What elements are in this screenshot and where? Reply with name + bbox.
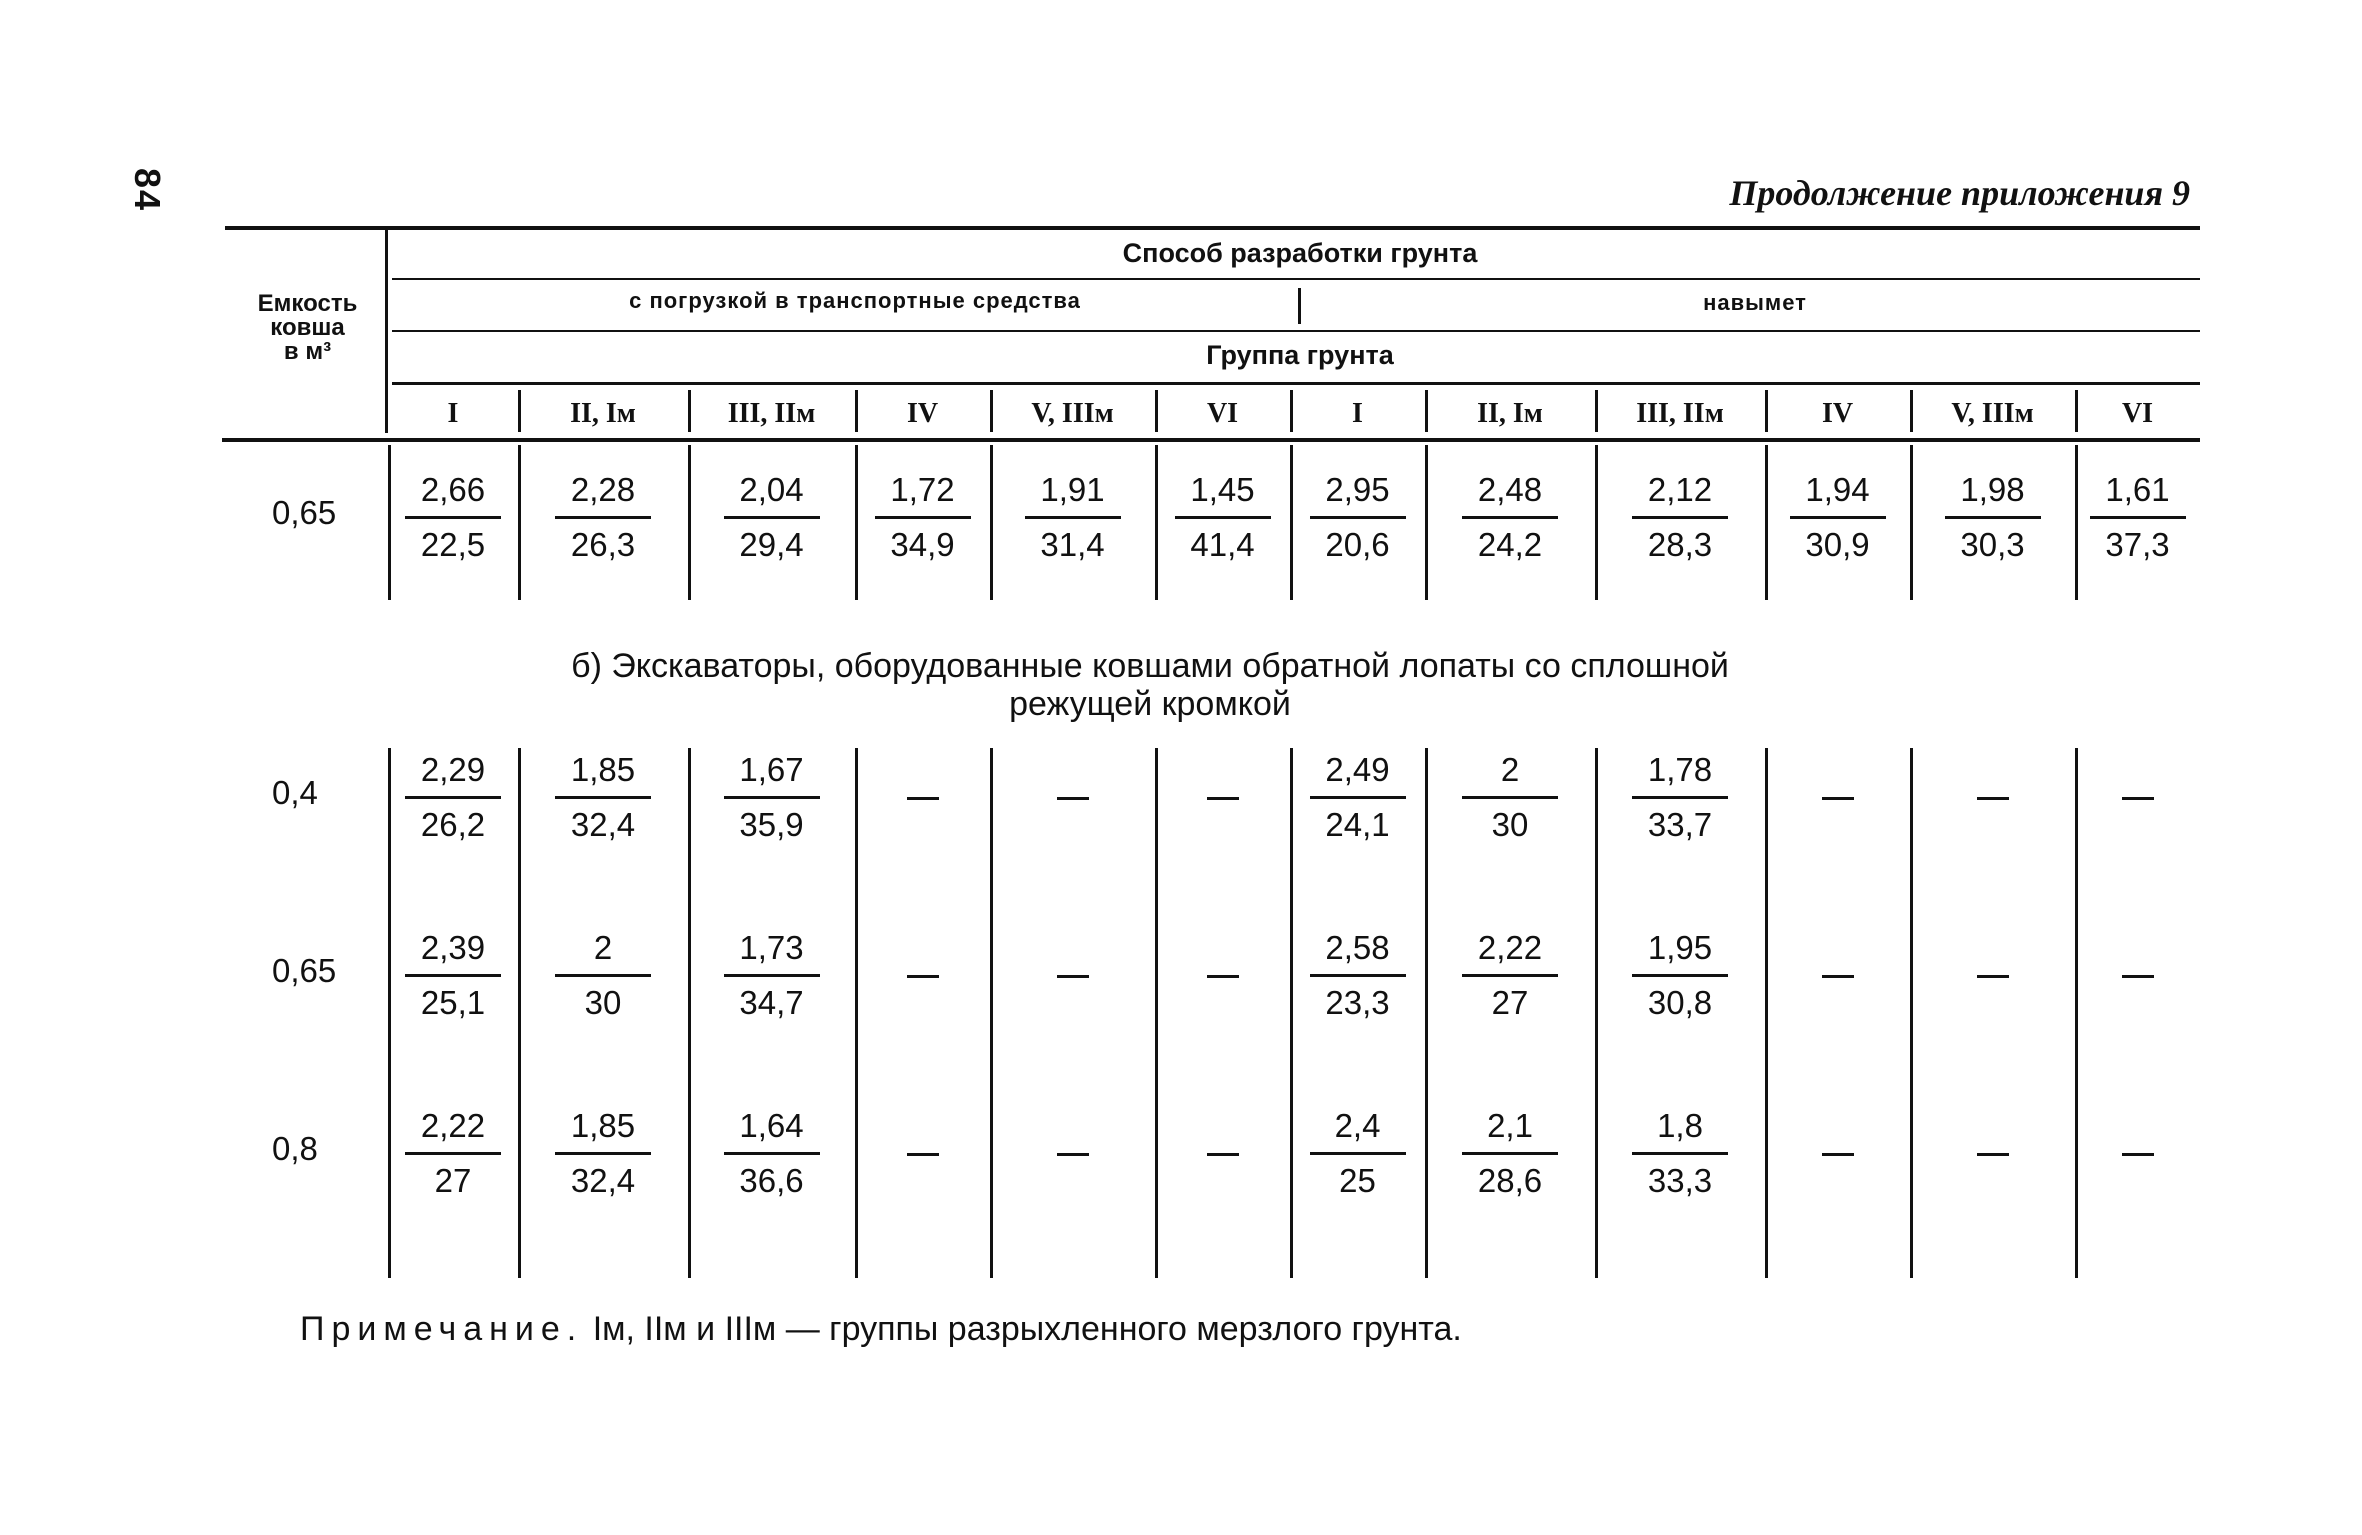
fraction-numerator: 1,72	[890, 471, 955, 508]
fraction-bar	[1632, 796, 1728, 799]
fraction-bar	[1175, 516, 1271, 519]
empty-value-dash	[907, 975, 939, 978]
fraction-denominator: 27	[1491, 984, 1529, 1021]
fraction-bar	[724, 516, 820, 519]
capacity-value: 0,65	[272, 494, 337, 531]
value-fraction	[2068, 472, 2208, 563]
fraction-denominator: 23,3	[1325, 984, 1390, 1021]
value-fraction	[1610, 752, 1750, 843]
value-fraction	[1288, 472, 1428, 563]
empty-value-dash	[1822, 975, 1854, 978]
method-load-header: с погрузкой в транспортные средства	[629, 288, 1081, 313]
fraction-numerator: 2,66	[420, 471, 486, 508]
column-divider	[1155, 748, 1158, 1278]
fraction-numerator: 2	[593, 929, 613, 966]
fraction-bar	[555, 974, 651, 977]
empty-value-dash	[1977, 975, 2009, 978]
fraction-denominator: 33,3	[1647, 1162, 1713, 1199]
fraction-numerator: 1,98	[1960, 471, 2025, 508]
fraction-denominator: 41,4	[1190, 526, 1255, 563]
group-title-rule	[392, 330, 2200, 332]
fraction-denominator: 34,7	[739, 984, 804, 1021]
value-fraction	[533, 752, 673, 843]
fraction-bar	[1632, 516, 1728, 519]
fraction-numerator: 1,67	[739, 751, 804, 788]
fraction-denominator: 32,4	[570, 806, 636, 843]
method-split-vline	[1298, 288, 1301, 324]
empty-value-dash	[1057, 975, 1089, 978]
value-fraction	[1923, 472, 2063, 563]
fraction-numerator: 2	[1500, 751, 1520, 788]
fraction-denominator: 25	[1339, 1162, 1376, 1199]
value-fraction	[1610, 472, 1750, 563]
value-fraction	[702, 1108, 842, 1199]
fraction-bar	[724, 796, 820, 799]
value-fraction	[1440, 1108, 1580, 1199]
empty-value-dash	[1822, 1153, 1854, 1156]
fraction-denominator: 34,9	[890, 526, 955, 563]
column-divider	[688, 445, 691, 600]
fraction-numerator: 2,04	[739, 471, 804, 508]
fraction-numerator: 2,28	[570, 471, 636, 508]
fraction-denominator: 29,4	[739, 526, 804, 563]
empty-value-dash	[1822, 797, 1854, 800]
fraction-bar	[405, 1152, 501, 1155]
fraction-numerator: 2,29	[420, 751, 486, 788]
value-fraction	[1288, 930, 1428, 1021]
column-divider	[1910, 445, 1913, 600]
capacity-value: 0,65	[272, 952, 337, 989]
empty-value-dash	[2122, 975, 2154, 978]
value-fraction	[1288, 1108, 1428, 1199]
value-fraction	[1610, 930, 1750, 1021]
fraction-denominator: 30,9	[1805, 526, 1870, 563]
fraction-denominator: 30	[584, 984, 622, 1021]
value-fraction	[383, 930, 523, 1021]
fraction-denominator: 33,7	[1647, 806, 1713, 843]
continuation-title: Продолжение приложения 9	[1729, 173, 2190, 213]
column-divider	[2075, 748, 2078, 1278]
fraction-bar	[1945, 516, 2041, 519]
fraction-numerator: 2,48	[1477, 471, 1543, 508]
column-divider	[1425, 390, 1428, 432]
value-fraction	[702, 930, 842, 1021]
fraction-numerator: 2,58	[1325, 929, 1390, 966]
fraction-numerator: 1,94	[1805, 471, 1870, 508]
value-fraction	[702, 472, 842, 563]
value-fraction	[383, 752, 523, 843]
fraction-denominator: 24,2	[1477, 526, 1543, 563]
note-text: Iм, IIм и IIIм — группы разрыхленного мерзлого грунта.	[592, 1310, 1462, 1348]
fraction-numerator: 1,8	[1657, 1107, 1703, 1144]
fraction-bar	[875, 516, 971, 519]
fraction-bar	[2090, 516, 2186, 519]
fraction-denominator: 35,9	[739, 806, 804, 843]
fraction-bar	[1310, 796, 1406, 799]
fraction-bar	[405, 796, 501, 799]
fraction-denominator: 30,3	[1960, 526, 2025, 563]
capacity-header: Емкость ковша в м³	[257, 290, 358, 365]
note	[300, 1310, 1462, 1349]
fraction-numerator: 2,22	[420, 1107, 486, 1144]
fraction-numerator: 2,39	[420, 929, 486, 966]
column-divider	[855, 748, 858, 1278]
fraction-denominator: 30	[1491, 806, 1529, 843]
column-header: VI	[1206, 398, 1239, 429]
column-divider	[1155, 390, 1158, 432]
column-divider	[990, 748, 993, 1278]
value-fraction	[533, 472, 673, 563]
value-fraction	[383, 1108, 523, 1199]
column-divider	[518, 390, 521, 432]
column-divider	[1910, 390, 1913, 432]
fraction-denominator: 27	[434, 1162, 472, 1199]
column-header: III, IIм	[727, 398, 816, 429]
fraction-bar	[724, 1152, 820, 1155]
value-fraction	[1610, 1108, 1750, 1199]
fraction-numerator: 1,91	[1040, 471, 1105, 508]
fraction-bar	[1462, 1152, 1558, 1155]
empty-value-dash	[2122, 1153, 2154, 1156]
fraction-denominator: 32,4	[570, 1162, 636, 1199]
fraction-numerator: 2,49	[1325, 751, 1390, 788]
column-divider	[1595, 390, 1598, 432]
fraction-denominator: 31,4	[1040, 526, 1105, 563]
fraction-numerator: 1,45	[1190, 471, 1255, 508]
value-fraction	[702, 752, 842, 843]
empty-value-dash	[1977, 1153, 2009, 1156]
value-fraction	[1288, 752, 1428, 843]
value-fraction	[1440, 472, 1580, 563]
method-cast-header: навымет	[1703, 290, 1807, 315]
column-divider	[1765, 748, 1768, 1278]
value-fraction	[1440, 930, 1580, 1021]
column-divider	[1910, 748, 1913, 1278]
column-header: II, Iм	[1477, 398, 1543, 429]
fraction-numerator: 2,95	[1325, 471, 1390, 508]
header-bottom-rule	[222, 438, 2200, 442]
fraction-bar	[1462, 796, 1558, 799]
value-fraction	[1153, 472, 1293, 563]
fraction-denominator: 37,3	[2105, 526, 2170, 563]
column-header: II, Iм	[570, 398, 636, 429]
fraction-numerator: 1,95	[1647, 929, 1713, 966]
section-b-title: б) Экскаваторы, оборудованные ковшами обратной лопаты со сплошной режущей кромкой	[571, 647, 1729, 723]
column-divider	[688, 748, 691, 1278]
fraction-denominator: 28,6	[1477, 1162, 1543, 1199]
fraction-numerator: 2,4	[1334, 1107, 1381, 1144]
column-divider	[2075, 390, 2078, 432]
fraction-denominator: 26,3	[570, 526, 636, 563]
empty-value-dash	[1057, 1153, 1089, 1156]
fraction-denominator: 36,6	[739, 1162, 804, 1199]
column-header: V, IIIм	[1031, 398, 1114, 429]
column-header: I	[447, 398, 459, 429]
top-rule	[225, 226, 2200, 230]
empty-value-dash	[1057, 797, 1089, 800]
column-divider	[1595, 445, 1598, 600]
fraction-numerator: 1,61	[2105, 471, 2170, 508]
column-divider	[688, 390, 691, 432]
fraction-denominator: 28,3	[1647, 526, 1713, 563]
value-fraction	[1768, 472, 1908, 563]
fraction-numerator: 2,22	[1477, 929, 1543, 966]
method-rule	[392, 278, 2200, 280]
value-fraction	[533, 930, 673, 1021]
column-divider	[855, 390, 858, 432]
fraction-bar	[555, 1152, 651, 1155]
value-fraction	[853, 472, 993, 563]
page-number: 84	[127, 168, 168, 213]
fraction-bar	[1310, 1152, 1406, 1155]
fraction-bar	[1310, 974, 1406, 977]
fraction-denominator: 22,5	[420, 526, 486, 563]
column-header: VI	[2121, 398, 2154, 429]
fraction-bar	[405, 974, 501, 977]
value-fraction	[383, 472, 523, 563]
empty-value-dash	[1207, 1153, 1239, 1156]
fraction-numerator: 2,1	[1487, 1107, 1533, 1144]
fraction-numerator: 2,12	[1647, 471, 1713, 508]
capacity-value: 0,4	[272, 774, 318, 811]
fraction-denominator: 26,2	[420, 806, 486, 843]
fraction-denominator: 20,6	[1325, 526, 1390, 563]
fraction-bar	[1462, 974, 1558, 977]
fraction-numerator: 1,85	[570, 1107, 636, 1144]
fraction-numerator: 1,85	[570, 751, 636, 788]
fraction-denominator: 30,8	[1647, 984, 1713, 1021]
column-divider	[1595, 748, 1598, 1278]
note-label: Примечание.	[300, 1310, 584, 1348]
fraction-bar	[1310, 516, 1406, 519]
empty-value-dash	[1977, 797, 2009, 800]
method-title: Способ разработки грунта	[1122, 238, 1478, 268]
capacity-value: 0,8	[272, 1130, 318, 1167]
columns-rule	[392, 382, 2200, 385]
value-fraction	[1003, 472, 1143, 563]
empty-value-dash	[1207, 797, 1239, 800]
empty-value-dash	[907, 1153, 939, 1156]
fraction-bar	[1025, 516, 1121, 519]
column-header: V, IIIм	[1951, 398, 2034, 429]
column-divider	[1290, 390, 1293, 432]
soil-group-title: Группа грунта	[1206, 340, 1394, 370]
column-header: IV	[1821, 398, 1854, 429]
fraction-bar	[1790, 516, 1886, 519]
column-header: IV	[906, 398, 939, 429]
value-fraction	[1440, 752, 1580, 843]
empty-value-dash	[907, 797, 939, 800]
fraction-bar	[724, 974, 820, 977]
fraction-bar	[405, 516, 501, 519]
fraction-bar	[555, 796, 651, 799]
fraction-bar	[1632, 974, 1728, 977]
fraction-numerator: 1,64	[739, 1107, 804, 1144]
column-divider	[1765, 390, 1768, 432]
empty-value-dash	[2122, 797, 2154, 800]
fraction-numerator: 1,73	[739, 929, 804, 966]
fraction-denominator: 25,1	[420, 984, 486, 1021]
column-header: I	[1352, 398, 1363, 429]
value-fraction	[533, 1108, 673, 1199]
column-header: III, IIм	[1636, 398, 1724, 429]
fraction-bar	[1632, 1152, 1728, 1155]
column-divider	[990, 390, 993, 432]
fraction-denominator: 24,1	[1325, 806, 1390, 843]
fraction-bar	[555, 516, 651, 519]
fraction-numerator: 1,78	[1647, 751, 1713, 788]
empty-value-dash	[1207, 975, 1239, 978]
fraction-bar	[1462, 516, 1558, 519]
